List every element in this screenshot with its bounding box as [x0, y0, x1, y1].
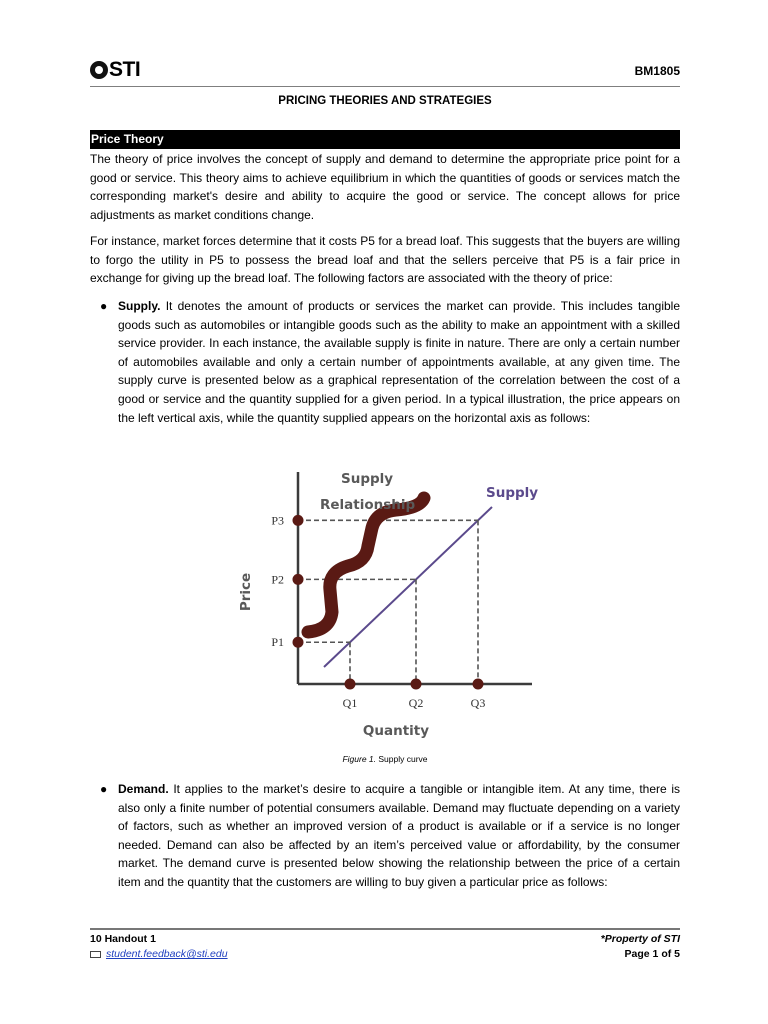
quantity-point: [345, 679, 356, 690]
chart-title-line1: Supply: [341, 471, 394, 487]
page-footer: [90, 928, 680, 960]
bullet-icon: ●: [100, 782, 108, 796]
series-label: Supply: [486, 485, 539, 501]
document-page: [90, 0, 680, 1024]
price-point: [293, 574, 304, 585]
x-axis-label: Quantity: [362, 723, 430, 739]
y-tick-label: P2: [271, 572, 284, 587]
paragraph-2: For instance, market forces determine that it costs P5 for a bread loaf. This suggests that the buyers are willing to forgo the utility in P5 to possess the bread loaf and that the sellers perceive that P5 is a fair price in exchange for giving up the bread loaf. The following factors are associated with the theory of price:: [90, 234, 680, 286]
quantity-point: [411, 679, 422, 690]
document-title: PRICING THEORIES AND STRATEGIES: [278, 95, 492, 107]
quantity-point: [473, 679, 484, 690]
y-tick-label: P3: [271, 513, 284, 528]
document-code: BM1805: [634, 64, 680, 78]
logo-text: STI: [109, 58, 141, 81]
caption-prefix: Figure 1.: [342, 754, 377, 764]
bullet-term: Supply.: [118, 299, 161, 313]
sti-logo: [90, 58, 140, 82]
feedback-contact: [90, 948, 228, 960]
envelope-icon: [90, 951, 101, 958]
paragraph-1: The theory of price involves the concept of supply and demand to determine the appropriate price point for a good or service. This theory aims to achieve equilibrium in which the quantities of goods or services match the corresponding market's desire and ability to acquire the good or service. The concept allows for price adjustments as market conditions change.: [90, 152, 680, 222]
brace-icon: [308, 498, 424, 632]
bullet-icon: ●: [100, 299, 108, 313]
supply-chart: [240, 462, 540, 744]
bullet-supply: [118, 297, 680, 427]
section-heading: Price Theory: [90, 130, 680, 149]
feedback-email-link[interactable]: student.feedback@sti.edu: [106, 948, 228, 960]
page-header: [90, 56, 680, 87]
property-notice: *Property of STI: [600, 933, 680, 945]
bullet-text: It applies to the market’s desire to acquire a tangible or intangible item. At any time, there is also only a finite number of potential consumers available. Demand may fluctuate depending on a variety of factors, such as whether an improved version of a product is available or if a service is no longer needed. Demand can also be affected by an item’s perceived value or affordability, by the consumer market. The demand curve is presented below showing the relationship between the price of a certain item and the quantity that the customers are willing to buy given a particular price as follows:: [118, 782, 680, 889]
x-tick-label: Q2: [408, 696, 424, 710]
page-number: Page 1 of 5: [624, 948, 680, 960]
chart-title-line2: Relationship: [320, 497, 416, 513]
figure-caption: [90, 754, 680, 764]
x-tick-label: Q3: [470, 696, 486, 710]
y-tick-label: P1: [271, 635, 284, 650]
bullet-text: It denotes the amount of products or services the market can provide. This includes tangible goods such as automobiles or intangible goods such as the ability to make an appointment with a skilled service provider. In each instance, the available supply is finite in nature. There are only a certain number of automobiles available and only a certain number of appointments available, at any given time. The supply curve is presented below as a graphical representation of the correlation between the cost of a good or service and the quantity supplied for a given period. In a typical illustration, the price appears on the left vertical axis, while the quantity supplied appears on the horizontal axis as follows:: [118, 299, 680, 425]
x-tick-label: Q1: [342, 696, 358, 710]
price-point: [293, 637, 304, 648]
caption-text: Supply curve: [376, 754, 428, 764]
price-point: [293, 515, 304, 526]
bullet-demand: [118, 780, 680, 892]
y-axis-label: Price: [238, 572, 254, 612]
bullet-term: Demand.: [118, 782, 169, 796]
sti-logo-icon: [90, 61, 108, 79]
handout-label: 10 Handout 1: [90, 933, 156, 945]
